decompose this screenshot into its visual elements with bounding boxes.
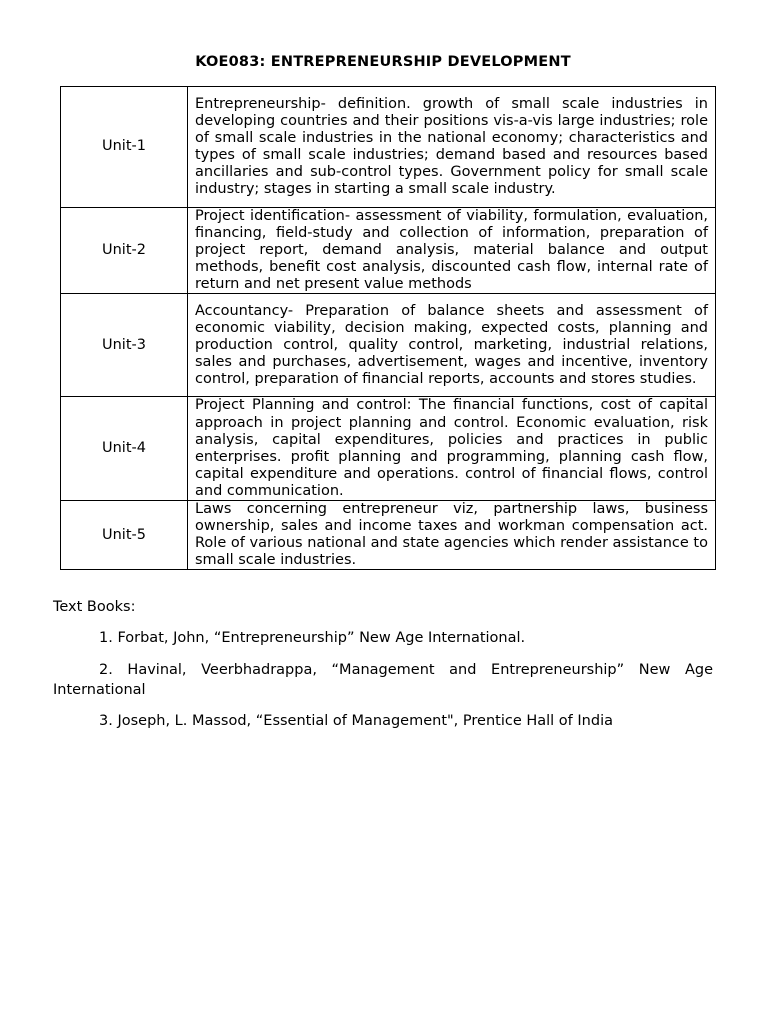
table-row: [61, 87, 716, 208]
unit-label: Unit-3: [61, 294, 188, 397]
table-row: [61, 501, 716, 570]
unit-description: Entrepreneurship- definition. growth of small scale industries in developing countries and their positions vis-a-vis large industries; role of small scale industries in the national economy; characteristics and types of small scale industries; demand based and resources based ancillaries and sub-control types. Government policy for small scale industry; stages in starting a small scale industry.: [188, 87, 716, 208]
unit-description: Project Planning and control: The financial functions, cost of capital approach in project planning and control. Economic evaluation, risk analysis, capital expenditures, policies and practices in public enterprises. profit planning and programming, planning cash flow, capital expenditure and operations. control of financial flows, control and communication.: [188, 397, 716, 501]
table-row: [61, 208, 716, 294]
table-row: [61, 294, 716, 397]
syllabus-table: [60, 86, 716, 570]
unit-label: Unit-4: [61, 397, 188, 501]
text-book-item: 3. Joseph, L. Massod, “Essential of Management", Prentice Hall of India: [99, 713, 613, 729]
unit-label: Unit-5: [61, 501, 188, 570]
unit-label: Unit-1: [61, 87, 188, 208]
unit-description: Laws concerning entrepreneur viz, partnership laws, business ownership, sales and income taxes and workman compensation act. Role of various national and state agencies which render assistance to small scale industries.: [188, 501, 716, 570]
page-title: KOE083: ENTREPRENEURSHIP DEVELOPMENT: [195, 54, 571, 70]
text-books-heading: Text Books:: [53, 599, 136, 615]
text-book-item: 2. Havinal, Veerbhadrappa, “Management and Entrepreneurship” New Age International: [53, 662, 713, 698]
unit-label: Unit-2: [61, 208, 188, 294]
text-book-item: 1. Forbat, John, “Entrepreneurship” New Age International.: [99, 630, 526, 646]
unit-description: Accountancy- Preparation of balance sheets and assessment of economic viability, decision making, expected costs, planning and production control, quality control, marketing, industrial relations, sales and purchases, advertisement, wages and incentive, inventory control, preparation of financial reports, accounts and stores studies.: [188, 294, 716, 397]
table-row: [61, 397, 716, 501]
unit-description: Project identification- assessment of viability, formulation, evaluation, financing, field-study and collection of information, preparation of project report, demand analysis, material balance and output methods, benefit cost analysis, discounted cash flow, internal rate of return and net present value methods: [188, 208, 716, 294]
